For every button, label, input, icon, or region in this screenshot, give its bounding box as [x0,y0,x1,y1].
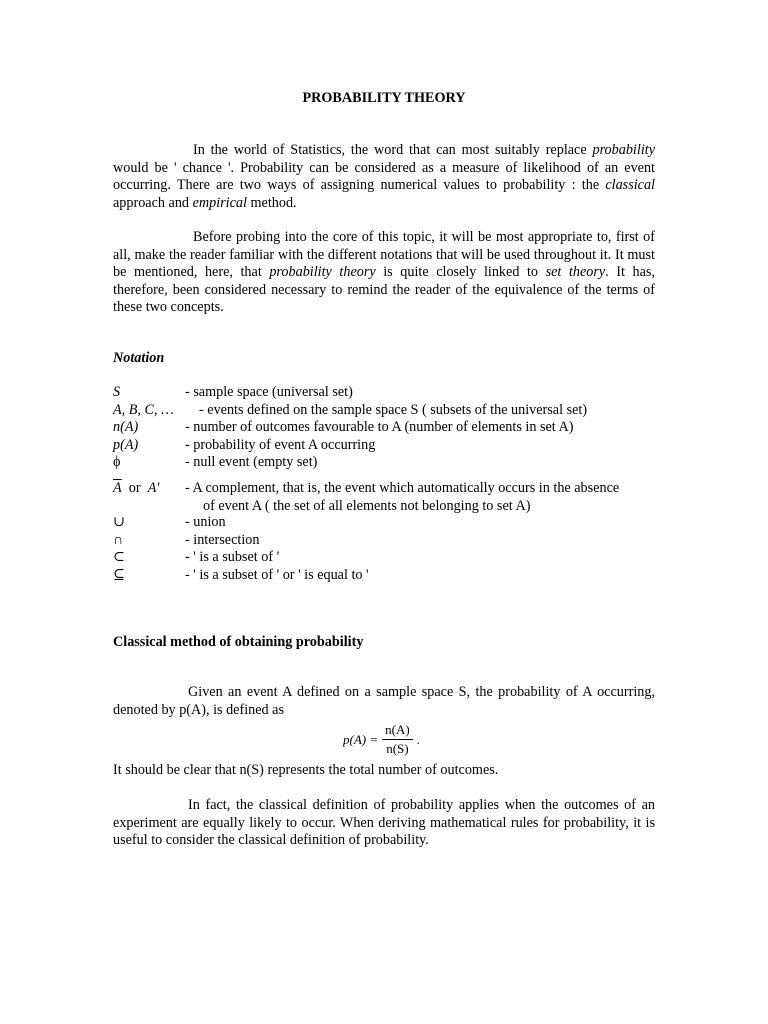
notation-row [113,419,673,437]
intro-p1-emphasis-probability: probability [592,142,655,158]
intro-paragraph-1 [113,142,655,212]
notation-description: - intersection [185,531,260,548]
notation-description: - null event (empty set) [185,454,318,471]
intro-p1-text-a: In the world of Statistics, the word that can most suitably replace [193,142,593,158]
classical-method-heading: Classical method of obtaining probability [113,634,364,650]
notation-row [113,437,673,455]
intro-p2-text-c: . It has, therefore, been considered necessary to remind the reader of the equivalence of the terms of these two concepts. [113,264,655,316]
classical-p3-text: In fact, the classical definition of probability applies when the outcomes of an experiment are equally likely to occur. When deriving mathematical rules for probability, it is useful to consider the classical definition of probability. [113,797,655,849]
notation-symbol: A, B, C, … [113,401,174,418]
notation-description: - sample space (universal set) [185,384,353,400]
intro-paragraph-2 [113,229,655,317]
notation-row [113,384,673,402]
notation-row [113,472,673,514]
notation-row [113,549,673,567]
page-title: PROBABILITY THEORY [302,90,466,106]
classical-p1-text: Given an event A defined on a sample space S, the probability of A occurring, denoted by p(A), is defined as [113,684,655,718]
notation-row [113,567,673,585]
notation-row [113,532,673,550]
classical-paragraph-2: It should be clear that n(S) represents the total number of outcomes. [113,762,499,778]
notation-description: - events defined on the sample space S ( subsets of the universal set) [199,401,588,418]
union-symbol: ∪ [113,513,125,530]
notation-heading: Notation [113,350,165,366]
notation-description: - number of outcomes favourable to A (number of elements in set A) [185,419,574,436]
intro-p2-emphasis-probability-theory: probability theory [269,264,376,281]
formula-denominator: n(S) [386,741,409,756]
intersection-symbol: ∩ [113,531,124,548]
notation-row [113,514,673,532]
notation-symbol: ϕ [113,454,121,471]
subset-symbol: ⊂ [113,549,125,566]
intro-p1-text-d: method. [246,194,297,211]
formula-period: . [416,731,420,747]
notation-symbol: n(A) [113,419,139,436]
classical-paragraph-3 [113,797,655,850]
complement-symbol-a: $\overline{A}$ [113,479,122,496]
notation-description: - ' is a subset of ' [185,549,280,566]
complement-symbol-b: A′ [147,479,160,496]
notation-description: - A complement, that is, the event which automatically occurs in the absence [185,479,620,496]
intro-p1-text-b: would be ' chance '. Probability can be considered as a measure of likelihood of an event occurring. There are two ways of assigning numerical values to probability : the [113,159,655,194]
intro-p1-emphasis-empirical: empirical [192,194,247,211]
notation-table [113,384,673,584]
notation-symbol: p(A) [113,436,139,453]
subset-or-equal-symbol: ⊆ [113,566,125,583]
notation-row [113,402,673,420]
notation-symbol: S [113,384,121,400]
intro-p2-text-a: Before probing into the core of this topic, it will be most appropriate to, first of all, make the reader familiar with the different notations that will be used throughout it. It must be mentioned, here, that [113,229,655,281]
intro-p2-emphasis-set-theory: set theory [545,264,606,281]
notation-description: - probability of event A occurring [185,436,376,453]
notation-symbol [113,480,159,498]
notation-description-continued: of event A ( the set of all elements not belonging to set A) [203,497,531,514]
formula-numerator: n(A) [382,722,413,740]
intro-p1-text-c: approach and [113,194,193,211]
notation-row [113,454,673,472]
intro-p1-emphasis-classical: classical [605,177,655,194]
notation-description: - ' is a subset of ' or ' is equal to ' [185,566,369,583]
notation-description: - union [185,513,226,530]
complement-symbol-or: or [128,479,141,496]
classical-paragraph-1 [113,684,655,719]
formula-fraction [382,722,413,757]
intro-p2-text-b: is quite closely linked to [375,264,546,281]
formula-lhs: p(A) = [343,731,379,747]
probability-formula [343,722,420,757]
